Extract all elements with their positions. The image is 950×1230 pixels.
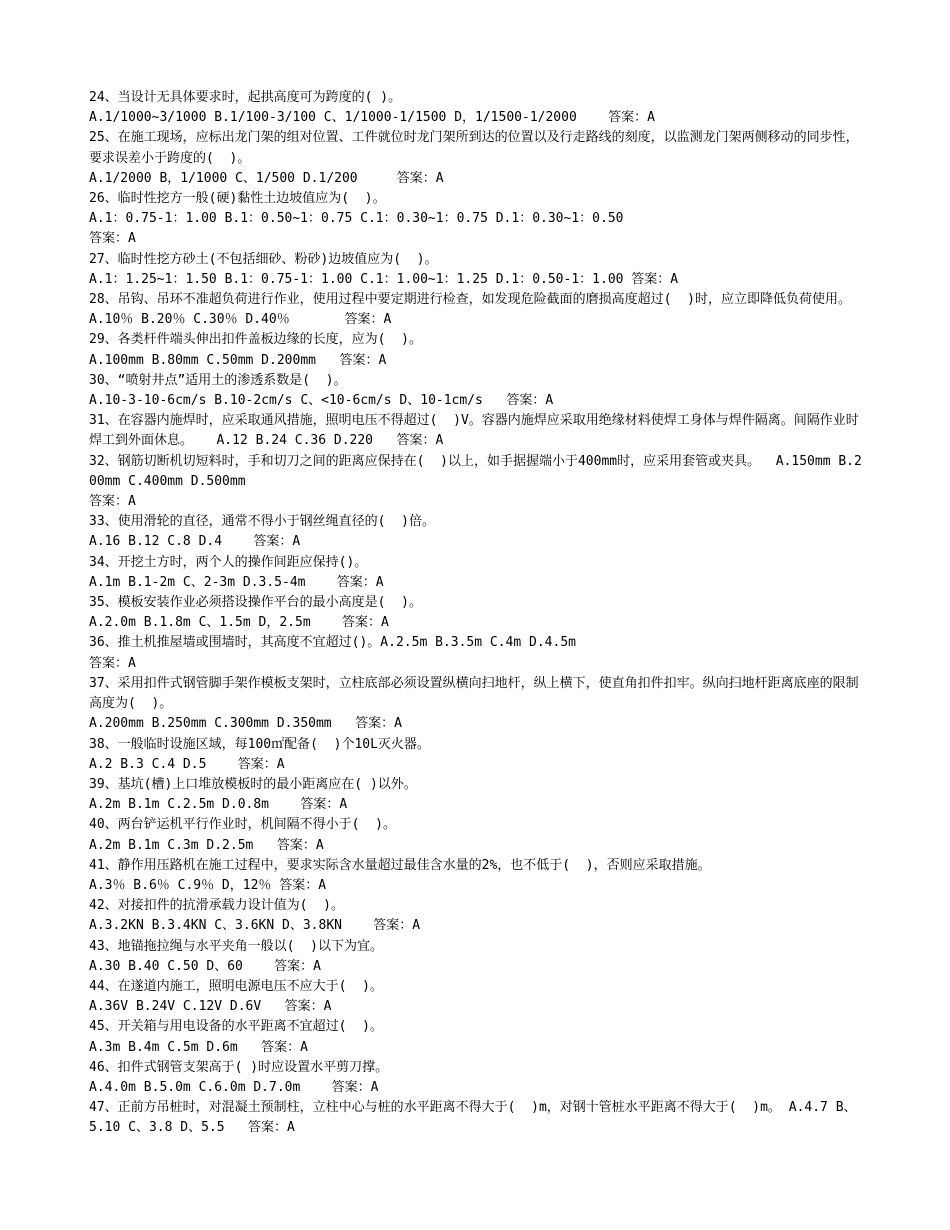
options-44: A.36V B.24V C.12V D.6V 答案：A: [89, 999, 332, 1015]
question-29: 29、各类杆件端头伸出扣件盖板边缘的长度，应为( )。: [89, 332, 422, 348]
question-42: 42、对接扣件的抗滑承载力设计值为( )。: [89, 898, 344, 914]
options-24: A.1/1000~3/1000 B.1/100-3/100 C、1/1000-1/1500 D，1/1500-1/2000 答案：A: [89, 110, 655, 126]
question-26: 26、临时性挖方一般(硬)黏性土边坡值应为( )。: [89, 191, 386, 207]
options-42: A.3.2KN B.3.4KN C、3.6KN D、3.8KN 答案：A: [89, 918, 421, 934]
question-28: 28、吊钩、吊环不准超负荷进行作业，使用过程中要定期进行检查，如发现危险截面的磨损高度超过( )时，应立即降低负荷使用。 A.10％ B.20％ C.30％ D.40％ 答案：A: [89, 292, 859, 328]
question-25: 25、在施工现场，应标出龙门架的组对位置、工件就位时龙门架所到达的位置以及行走路线的刻度，以监测龙门架两侧移动的同步性，要求误差小于跨度的( )。: [89, 130, 859, 166]
question-41: 41、静作用压路机在施工过程中，要求实际含水量超过最佳含水量的2%，也不低于( )，否则应采取措施。: [89, 857, 711, 873]
options-27: A.1：1.25~1：1.50 B.1：0.75-1：1.00 C.1：1.00~1：1.25 D.1：0.50-1：1.00 答案：A: [89, 271, 679, 287]
question-31: 31、在容器内施焊时，应采取通风措施，照明电压不得超过( )V。容器内施焊应采取用绝缘材料使焊工身体与焊件隔离。间隔作业时焊工到外面休息。 A.12 B.24 C.36 D.220 答案：A: [89, 413, 859, 449]
answer-26: 答案：A: [89, 231, 136, 247]
options-25: A.1/2000 B，1/1000 C、1/500 D.1/200 答案：A: [89, 170, 444, 186]
options-26: A.1：0.75-1：1.00 B.1：0.50~1：0.75 C.1：0.30~1：0.75 D.1：0.30~1：0.50: [89, 211, 624, 227]
options-46: A.4.0m B.5.0m C.6.0m D.7.0m 答案：A: [89, 1079, 379, 1095]
question-33: 33、使用滑轮的直径，通常不得小于钢丝绳直径的( )倍。: [89, 514, 435, 530]
options-43: A.30 B.40 C.50 D、60 答案：A: [89, 958, 322, 974]
question-43: 43、地锚拖拉绳与水平夹角一般以( )以下为宜。: [89, 938, 383, 954]
question-47: 47、正前方吊桩时，对混凝土预制柱，立柱中心与桩的水平距离不得大于( )m，对钢十管桩水平距离不得大于( )m。 A.4.7 B、5.10 C、3.8 D、5.5 答案：A: [89, 1100, 857, 1136]
question-36: 36、推土机推屋墙或围墙时，其高度不宜超过()。A.2.5m B.3.5m C.4m D.4.5m: [89, 635, 576, 651]
options-39: A.2m B.1m C.2.5m D.0.8m 答案：A: [89, 797, 348, 813]
options-30: A.10-3-10-6cm/s B.10-2cm/s C、<10-6cm/s D、10-1cm/s 答案：A: [89, 393, 554, 409]
options-41: A.3％ B.6％ C.9％ D，12％ 答案：A: [89, 877, 327, 893]
question-27: 27、临时性挖方砂土(不包括细砂、粉砂)边坡值应为( )。: [89, 251, 438, 267]
answer-32: 答案：A: [89, 494, 136, 510]
options-45: A.3m B.4m C.5m D.6m 答案：A: [89, 1039, 309, 1055]
question-44: 44、在遂道内施工，照明电源电压不应大于( )。: [89, 978, 383, 994]
question-37: 37、采用扣件式钢管脚手架作模板支架时，立柱底部必须设置纵横向扫地杆，纵上横下，使直角扣件扣牢。纵向扫地杆距离底座的限制高度为( )。: [89, 675, 859, 712]
question-39: 39、基坑(槽)上口堆放模板时的最小距离应在( )以外。: [89, 776, 417, 792]
question-35: 35、模板安装作业必须搭设操作平台的最小高度是( )。: [89, 595, 422, 611]
options-38: A.2 B.3 C.4 D.5 答案：A: [89, 756, 285, 772]
question-30: 30、“喷射井点”适用土的渗透系数是( )。: [89, 372, 347, 388]
question-24: 24、当设计无具体要求时，起拱高度可为跨度的( )。: [89, 90, 402, 105]
answer-36: 答案：A: [89, 655, 136, 671]
options-40: A.2m B.1m C.3m D.2.5m 答案：A: [89, 837, 324, 853]
question-46: 46、扣件式钢管支架高于( )时应设置水平剪刀撑。: [89, 1059, 389, 1075]
document-page: [89, 88, 864, 1139]
options-33: A.16 B.12 C.8 D.4 答案：A: [89, 534, 301, 550]
options-34: A.1m B.1-2m C、2-3m D.3.5-4m 答案：A: [89, 574, 384, 590]
options-35: A.2.0m B.1.8m C、1.5m D，2.5m 答案：A: [89, 615, 389, 631]
question-45: 45、开关箱与用电设备的水平距离不宜超过( )。: [89, 1019, 383, 1035]
question-34: 34、开挖土方时，两个人的操作间距应保持()。: [89, 554, 368, 570]
question-40: 40、两台铲运机平行作业时，机间隔不得小于( )。: [89, 817, 396, 833]
question-32: 32、钢筋切断机切短料时，手和切刀之间的距离应保持在( )以上，如手据握端小于400mm时，应采用套管或夹具。 A.150mm B.200mm C.400mm D.500mm: [89, 453, 862, 489]
options-29: A.100mm B.80mm C.50mm D.200mm 答案：A: [89, 352, 387, 368]
options-37: A.200mm B.250mm C.300mm D.350mm 答案：A: [89, 716, 402, 732]
question-38: 38、一般临时设施区域，每100㎡配备( )个10L灭火器。: [89, 736, 430, 752]
